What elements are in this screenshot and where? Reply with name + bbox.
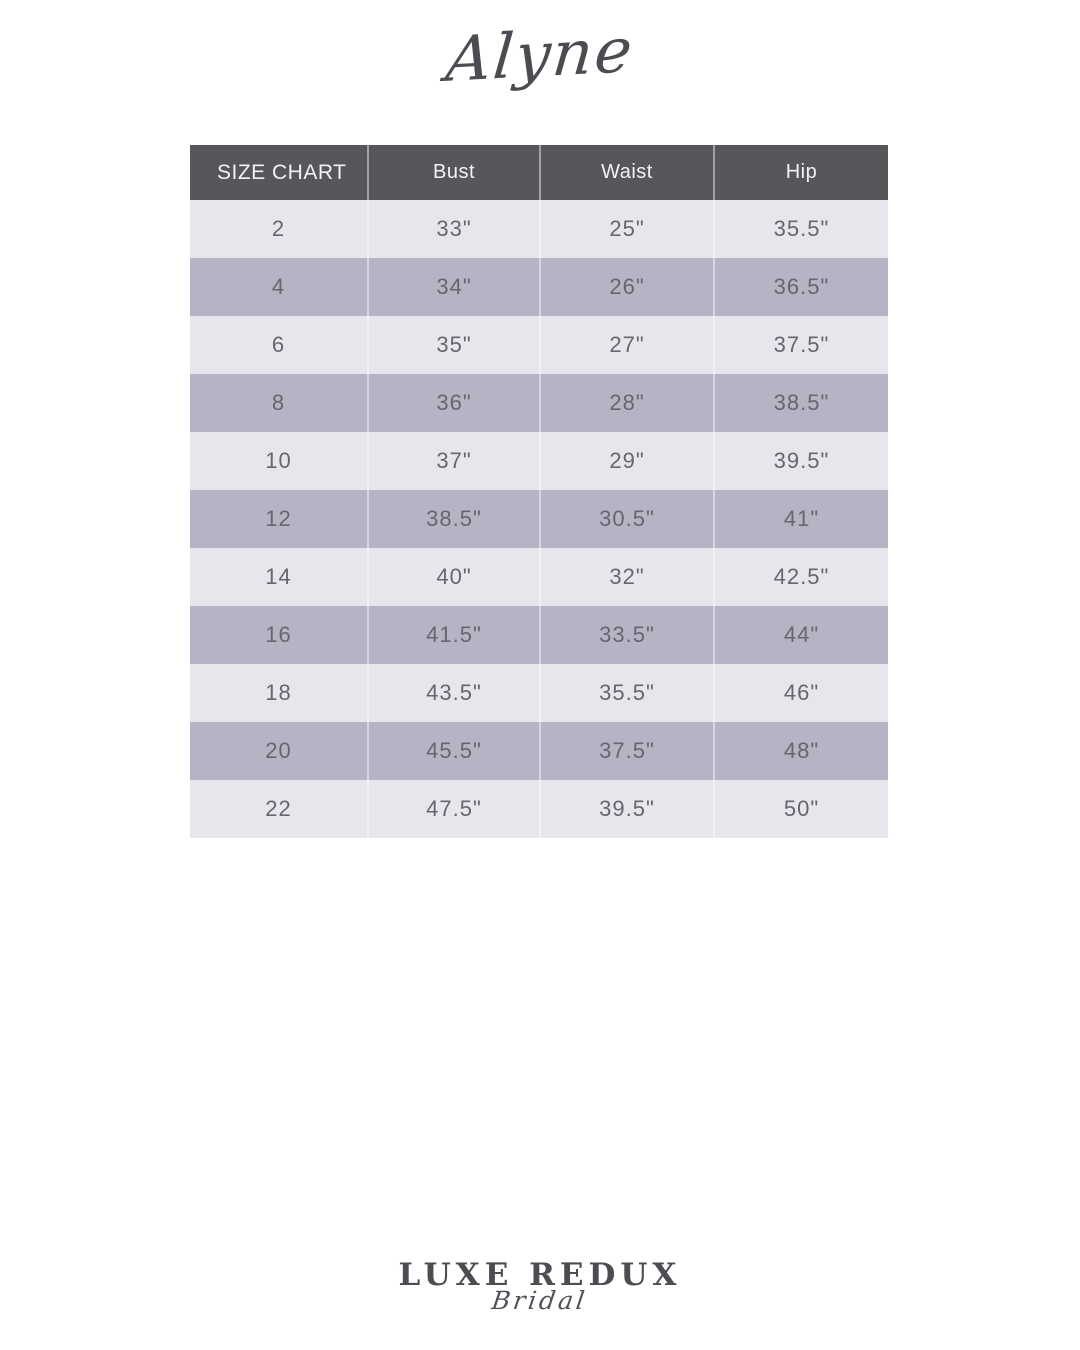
table-row: [190, 548, 888, 606]
table-row: [190, 722, 888, 780]
size-cell: 14: [265, 564, 292, 589]
footer-logo-script: Bridal: [490, 1286, 590, 1316]
table-header-row: [190, 145, 888, 200]
waist-cell: 29": [540, 432, 714, 490]
hip-cell: 50": [714, 780, 888, 838]
waist-cell: 25": [540, 200, 714, 258]
size-chart-title: SIZE CHART: [190, 145, 368, 200]
footer-logo-wordmark: LUXE REDUX: [398, 1257, 682, 1293]
column-header-hip: Hip: [714, 145, 888, 200]
table-row: [190, 780, 888, 838]
size-chart-table: [190, 145, 888, 838]
size-cell: 12: [265, 506, 292, 531]
table-row: [190, 316, 888, 374]
waist-cell: 28": [540, 374, 714, 432]
bust-cell: 38.5": [368, 490, 540, 548]
size-cell: 20: [265, 738, 292, 763]
hip-cell: 39.5": [714, 432, 888, 490]
brand-logo-text: Alyne: [443, 13, 637, 96]
bust-cell: 35": [368, 316, 540, 374]
table-row: [190, 200, 888, 258]
waist-cell: 27": [540, 316, 714, 374]
size-chart: [190, 145, 888, 838]
bust-cell: 36": [368, 374, 540, 432]
waist-cell: 33.5": [540, 606, 714, 664]
bust-cell: 47.5": [368, 780, 540, 838]
table-row: [190, 258, 888, 316]
hip-cell: 36.5": [714, 258, 888, 316]
size-cell: 16: [265, 622, 292, 647]
bust-cell: 45.5": [368, 722, 540, 780]
hip-cell: 38.5": [714, 374, 888, 432]
waist-cell: 39.5": [540, 780, 714, 838]
bust-cell: 33": [368, 200, 540, 258]
table-row: [190, 374, 888, 432]
bust-cell: 34": [368, 258, 540, 316]
bust-cell: 43.5": [368, 664, 540, 722]
size-cell: 18: [265, 680, 292, 705]
waist-cell: 35.5": [540, 664, 714, 722]
size-cell: 6: [271, 332, 286, 357]
table-row: [190, 664, 888, 722]
waist-cell: 30.5": [540, 490, 714, 548]
size-cell: 2: [271, 216, 286, 241]
table-row: [190, 606, 888, 664]
size-cell: 10: [265, 448, 292, 473]
hip-cell: 37.5": [714, 316, 888, 374]
size-cell: 4: [271, 274, 286, 299]
column-header-bust: Bust: [368, 145, 540, 200]
waist-cell: 32": [540, 548, 714, 606]
table-row: [190, 490, 888, 548]
waist-cell: 37.5": [540, 722, 714, 780]
hip-cell: 46": [714, 664, 888, 722]
bust-cell: 37": [368, 432, 540, 490]
hip-cell: 48": [714, 722, 888, 780]
hip-cell: 35.5": [714, 200, 888, 258]
column-header-waist: Waist: [540, 145, 714, 200]
brand-logo: [0, 13, 1080, 96]
hip-cell: 44": [714, 606, 888, 664]
waist-cell: 26": [540, 258, 714, 316]
hip-cell: 41": [714, 490, 888, 548]
size-cell: 22: [265, 796, 292, 821]
table-row: [190, 432, 888, 490]
footer-logo: [0, 1258, 1080, 1315]
hip-cell: 42.5": [714, 548, 888, 606]
bust-cell: 41.5": [368, 606, 540, 664]
size-cell: 8: [271, 390, 286, 415]
bust-cell: 40": [368, 548, 540, 606]
